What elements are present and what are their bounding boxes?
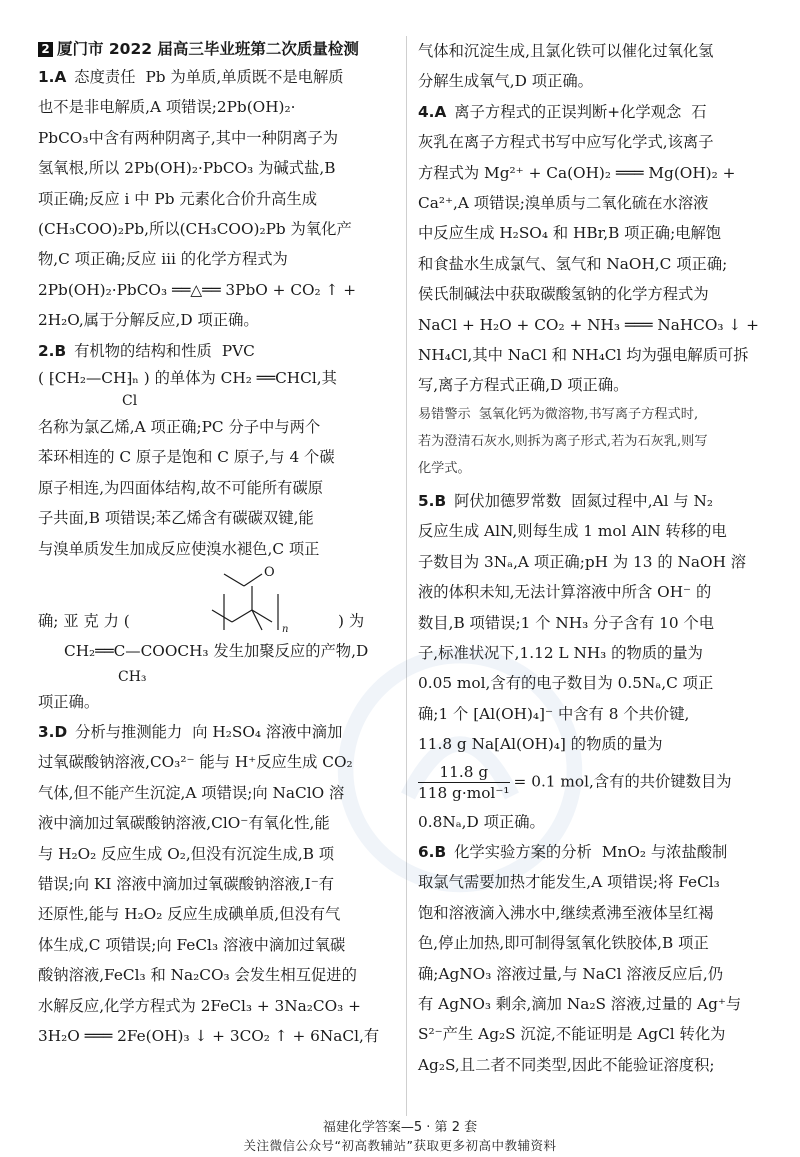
text-line: 过氧碳酸钠溶液,CO₃²⁻ 能与 H⁺反应生成 CO₂ xyxy=(38,753,353,772)
equation-line: 3H₂O ═══ 2Fe(OH)₃ ↓ + 3CO₂ ↑ + 6NaCl,有 xyxy=(38,1026,380,1045)
text-line: 确;AgNO₃ 溶液过量,与 NaCl 溶液反应后,仍 xyxy=(418,964,724,983)
svg-text:n: n xyxy=(282,624,289,636)
warning-line: 若为澄清石灰水,则拆为离子形式,若为石灰乳,则写 xyxy=(418,433,708,449)
set-number-badge: 2 xyxy=(38,42,53,57)
text-line: Ca²⁺,A 项错误;溴单质与二氧化硫在水溶液 xyxy=(418,194,709,213)
text-line: MnO₂ 与浓盐酸制 xyxy=(601,842,728,861)
text-line: 色,停止加热,即可制得氢氧化铁胶体,B 项正 xyxy=(418,934,709,953)
error-warning-box xyxy=(418,401,768,482)
monomer-line: CH₂══C—COOCH₃ 发生加聚反应的产物,D xyxy=(64,642,369,661)
equation-line: NaCl + H₂O + CO₂ + NH₃ ═══ NaHCO₃ ↓ + xyxy=(418,315,759,334)
molar-fraction xyxy=(418,762,510,803)
answer-5 xyxy=(418,486,768,837)
text-line: 原子相连,为四面体结构,故不可能所有碳原 xyxy=(38,478,324,497)
text-line: 体生成,C 项错误;向 FeCl₃ 溶液中滴加过氧碳 xyxy=(38,935,346,954)
answer-topic: 阿伏加德罗常数 xyxy=(454,491,562,510)
text-line: 苯环相连的 C 原子是饱和 C 原子,与 4 个碳 xyxy=(38,448,335,467)
fraction-row xyxy=(418,762,768,803)
answer-4 xyxy=(418,97,768,482)
text-line: 气体和沉淀生成,且氯化铁可以催化过氧化氢 xyxy=(418,42,714,60)
text-line: 液中滴加过氧碳酸钠溶液,ClO⁻有氧化性,能 xyxy=(38,814,330,833)
page-title: 厦门市 2022 届高三毕业班第二次质量检测 xyxy=(57,40,359,58)
chlorine-substituent: Cl xyxy=(122,393,138,410)
pvc-structure-line: ( ⁅CH₂—CH⁆ₙ ) 的单体为 CH₂ ══CHCl,其 xyxy=(38,369,337,388)
text-line: 与 H₂O₂ 反应生成 O₂,但没有沉淀生成,B 项 xyxy=(38,844,335,863)
svg-text:O: O xyxy=(264,565,275,581)
text-line: 0.8Nₐ,D 项正确。 xyxy=(418,812,545,831)
answer-topic: 离子方程式的正误判断+化学观念 xyxy=(454,102,682,121)
fraction-numerator: 11.8 g xyxy=(418,762,510,783)
text-line: 项正确;反应 ⅰ 中 Pb 元素化合价升高生成 xyxy=(38,189,318,208)
promo-footer: 关注微信公众号“初高教辅站”获取更多初高中教辅资料 xyxy=(243,1138,557,1153)
text-line: 子共面,B 项错误;苯乙烯含有碳碳双键,能 xyxy=(38,509,314,528)
answer-6 xyxy=(418,837,768,1080)
text-line: PVC xyxy=(221,341,255,360)
text-line: 中反应生成 H₂SO₄ 和 HBr,B 项正确;电解饱 xyxy=(418,224,722,243)
left-column xyxy=(38,36,396,1051)
text-line: 饱和溶液滴入沸水中,继续煮沸至液体呈红褐 xyxy=(418,903,714,922)
text-line: 酸钠溶液,FeCl₃ 和 Na₂CO₃ 会发生相互促进的 xyxy=(38,966,357,985)
acrylic-suffix: ) 为 xyxy=(338,612,365,631)
text-line: 向 H₂SO₄ 溶液中滴加 xyxy=(192,722,343,741)
text-line: 也不是非电解质,A 项错误;2Pb(OH)₂· xyxy=(38,98,296,117)
answer-number: 2.B xyxy=(38,341,67,360)
methyl-substituent: CH₃ xyxy=(118,668,147,685)
equation-line: 2Pb(OH)₂·PbCO₃ ══△══ 3PbO + CO₂ ↑ + xyxy=(38,280,357,299)
text-line: 反应生成 AlN,则每生成 1 mol AlN 转移的电 xyxy=(418,522,727,541)
text-line: Ag₂S,且二者不同类型,因此不能验证溶度积; xyxy=(418,1055,715,1074)
text-line: NH₄Cl,其中 NaCl 和 NH₄Cl 均为强电解质可拆 xyxy=(418,346,749,365)
text-line: 和食盐水生成氯气、氢气和 NaOH,C 项正确; xyxy=(418,254,728,273)
answer-1 xyxy=(38,62,396,336)
text-line: 确;1 个 [Al(OH)₄]⁻ 中含有 8 个共价键, xyxy=(418,704,690,723)
text-line: 有 AgNO₃ 剩余,滴加 Na₂S 溶液,过量的 Ag⁺与 xyxy=(418,994,742,1013)
text-line: PbCO₃中含有两种阴离子,其中一种阴离子为 xyxy=(38,128,339,147)
text-line: 灰乳在离子方程式书写中应写化学式,该离子 xyxy=(418,133,714,152)
text-line: 数目,B 项错误;1 个 NH₃ 分子含有 10 个电 xyxy=(418,613,715,632)
text-line: 11.8 g Na[Al(OH)₄] 的物质的量为 xyxy=(418,735,663,754)
text-line: 侯氏制碱法中获取碳酸氢钠的化学方程式为 xyxy=(418,285,709,304)
answer-number: 6.B xyxy=(418,842,447,861)
warning-line: 化学式。 xyxy=(418,460,471,476)
answer-3-continued xyxy=(418,36,768,97)
text-line: S²⁻产生 Ag₂S 沉淀,不能证明是 AgCl 转化为 xyxy=(418,1025,726,1044)
right-column xyxy=(418,36,768,1080)
text-line: 取氯气需要加热才能发生,A 项错误;将 FeCl₃ xyxy=(418,873,720,892)
text-line: 项正确。 xyxy=(38,692,100,711)
pmma-structure xyxy=(196,564,316,636)
acrylic-prefix: 确; 亚 克 力 ( xyxy=(38,612,130,631)
text-line: 液的体积未知,无法计算溶液中所含 OH⁻ 的 xyxy=(418,583,712,602)
answer-number: 5.B xyxy=(418,491,447,510)
answer-topic: 态度责任 xyxy=(74,68,136,86)
answer-topic: 化学实验方案的分析 xyxy=(454,842,592,861)
text-line: 子数目为 3Nₐ,A 项正确;pH 为 13 的 NaOH 溶 xyxy=(418,552,747,571)
warning-line: 氢氧化钙为微溶物,书写离子方程式时, xyxy=(478,406,699,422)
answer-number: 4.A xyxy=(418,102,447,121)
answer-3 xyxy=(38,717,396,1051)
text-line: 氢氧根,所以 2Pb(OH)₂·PbCO₃ 为碱式盐,B xyxy=(38,159,336,178)
text-line: 气体,但不能产生沉淀,A 项错误;向 NaClO 溶 xyxy=(38,783,345,802)
acrylic-row xyxy=(38,564,396,636)
text-line: 0.05 mol,含有的电子数目为 0.5Nₐ,C 项正 xyxy=(418,674,714,693)
text-line: 分解生成氧气,D 项正确。 xyxy=(418,72,593,91)
text-line: 子,标准状况下,1.12 L NH₃ 的物质的量为 xyxy=(418,643,703,662)
text-line: 名称为氯乙烯,A 项正确;PC 分子中与两个 xyxy=(38,418,321,437)
text-line: (CH₃COO)₂Pb,所以(CH₃COO)₂Pb 为氧化产 xyxy=(38,220,352,239)
answer-topic: 有机物的结构和性质 xyxy=(74,341,212,360)
page-footer: 福建化学答案—5 · 第 2 套 xyxy=(322,1120,478,1135)
warning-label: 易错警示 xyxy=(418,406,471,422)
answer-number: 1.A xyxy=(38,68,67,86)
section-title xyxy=(38,36,396,62)
text-line: 与溴单质发生加成反应使溴水褪色,C 项正 xyxy=(38,539,320,558)
text-line: 2H₂O,属于分解反应,D 项正确。 xyxy=(38,311,259,330)
text-line: 石 xyxy=(691,102,707,121)
answer-topic: 分析与推测能力 xyxy=(75,722,183,741)
text-line: 写,离子方程式正确,D 项正确。 xyxy=(418,376,629,395)
text-line: 错误;向 KI 溶液中滴加过氧碳酸钠溶液,I⁻有 xyxy=(38,874,335,893)
text-line: 水解反应,化学方程式为 2FeCl₃ + 3Na₂CO₃ + xyxy=(38,996,361,1015)
text-line: Pb 为单质,单质既不是电解质 xyxy=(145,68,344,86)
equation-line: 方程式为 Mg²⁺ + Ca(OH)₂ ═══ Mg(OH)₂ + xyxy=(418,163,736,182)
fraction-denominator: 118 g·mol⁻¹ xyxy=(418,783,510,802)
text-line: 物,C 项正确;反应 ⅲ 的化学方程式为 xyxy=(38,250,288,269)
answer-number: 3.D xyxy=(38,722,68,741)
column-divider xyxy=(406,36,407,1116)
answer-2 xyxy=(38,336,396,717)
text-line: 固氮过程中,Al 与 N₂ xyxy=(571,491,714,510)
text-line: 还原性,能与 H₂O₂ 反应生成碘单质,但没有气 xyxy=(38,905,341,924)
text-line: = 0.1 mol,含有的共价键数目为 xyxy=(513,772,732,791)
